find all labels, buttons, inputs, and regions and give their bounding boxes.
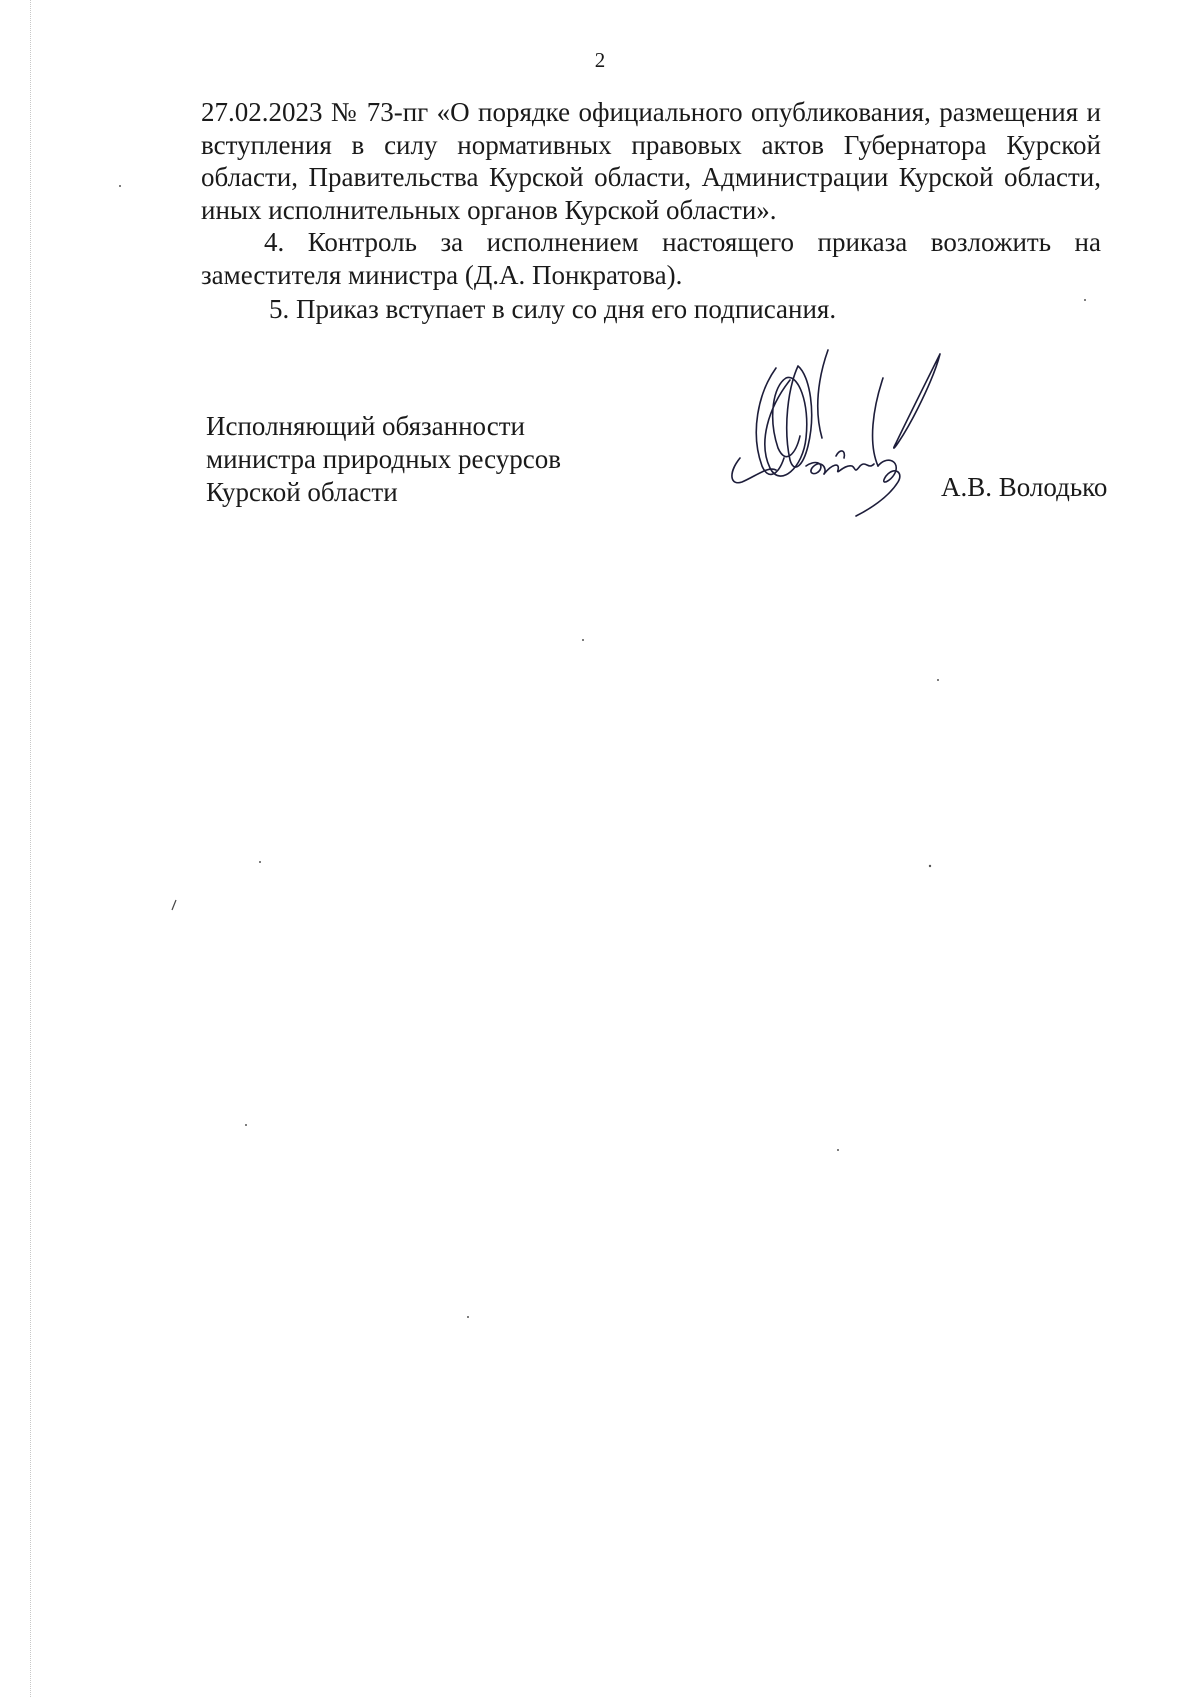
signatory-title <box>206 410 561 509</box>
scan-edge-line <box>30 0 31 1697</box>
paragraph-item-4: 4. Контроль за исполнением настоящего приказа возложить на заместителя министра (Д.А. Понкратова). <box>201 227 1101 290</box>
signatory-title-line-3: Курской области <box>206 477 398 507</box>
paragraph-reference: 27.02.2023 № 73-пг «О порядке официального опубликования, размещения и вступления в силу нормативных правовых актов Губернатора Курской области, Правительства Курской области, Администрации Курской области, иных исполнительных органов Курской области». <box>201 97 1101 225</box>
signatory-title-line-1: Исполняющий обязанности <box>206 411 525 441</box>
paragraph-item-5: 5. Приказ вступает в силу со дня его подписания. <box>269 294 837 324</box>
page-number: 2 <box>594 48 606 72</box>
signatory-title-line-2: министра природных ресурсов <box>206 444 561 474</box>
signatory-name: А.В. Володько <box>941 472 1108 502</box>
handwritten-signature <box>728 348 968 518</box>
